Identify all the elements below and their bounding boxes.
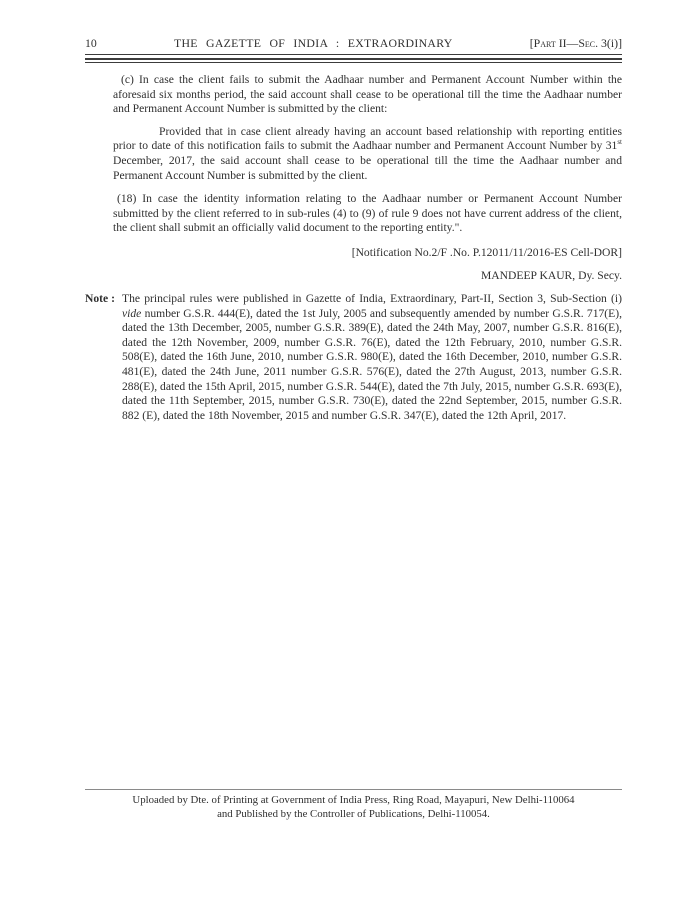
page-footer [85, 789, 622, 821]
ordinal-superscript: st [617, 138, 622, 147]
note-text [122, 292, 622, 423]
paragraph-proviso [113, 125, 622, 183]
part-section-reference-tail: 3(i)] [601, 36, 622, 50]
note-vide-italic: vide [122, 306, 142, 320]
gazette-title: THE GAZETTE OF INDIA : EXTRAORDINARY [173, 36, 453, 50]
signatory-name: MANDEEP KAUR, Dy. Secy. [480, 268, 622, 282]
header-double-rule [85, 58, 622, 63]
page-content [85, 36, 622, 423]
note-block [85, 292, 622, 423]
proviso-text-before: Provided that in case client already having an account based relationship with reporting entities prior to date of this notification fails to submit the Aadhaar number and Permanent Account Number by 31 [113, 124, 622, 153]
part-section-reference [530, 36, 622, 51]
proviso-text-after: December, 2017, the said account shall cease to be operational till the time the Aadhaar number and Permanent Account Number is submitted by the client. [113, 153, 622, 182]
note-text-after-vide: number G.S.R. 444(E), dated the 1st July, 2005 and subsequently amended by number G.S.R. 717(E), dated the 13th December, 2005, number G.S.R. 389(E), dated the 24th May, 2007, number G.S.R. 816(E), dated the 12th November, 2009, number G.S.R. 76(E), dated the 12th February, 2010, number G.S.R. 508(E), dated the 16th June, 2010, number G.S.R. 980(E), dated the 16th December, 2010, number G.S.R. 481(E), dated the 24th June, 2011 number G.S.R. 576(E), dated the 27th August, 2013, number G.S.R. 288(E), dated the 15th April, 2015, number G.S.R. 544(E), dated the 7th July, 2015, number G.S.R. 693(E), dated the 11th September, 2015, number G.S.R. 730(E), dated the 22nd September, 2015, number G.S.R. 882 (E), dated the 18th November, 2015 and number G.S.R. 347(E), dated the 12th April, 2017. [122, 306, 622, 422]
note-text-before-vide: The principal rules were published in Gazette of India, Extraordinary, Part-II, Section 3, Sub-Section (i) [122, 291, 622, 305]
footer-line-2: and Published by the Controller of Publications, Delhi-110054. [217, 807, 490, 820]
page-header [85, 36, 622, 55]
notification-reference: [Notification No.2/F .No. P.12011/11/2016-ES Cell-DOR] [351, 245, 622, 259]
paragraph-clause-18: (18) In case the identity information relating to the Aadhaar number or Permanent Account Number submitted by the client referred to in sub-rules (4) to (9) of rule 9 does not have current address of the client, the client shall submit an officially valid document to the reporting entity.". [113, 192, 622, 235]
page-number: 10 [85, 36, 97, 50]
footer-line-1: Uploaded by Dte. of Printing at Government of India Press, Ring Road, Mayapuri, New Delhi-110064 [132, 794, 575, 806]
note-label: Note : [85, 291, 115, 305]
paragraph-clause-c: (c) In case the client fails to submit the Aadhaar number and Permanent Account Number within the aforesaid six months period, the said account shall cease to be operational till the time the Aadhaar number and Permanent Account Number is submitted by the client: [113, 73, 622, 116]
part-section-reference-caps: [Part II—Sec. [529, 36, 602, 50]
